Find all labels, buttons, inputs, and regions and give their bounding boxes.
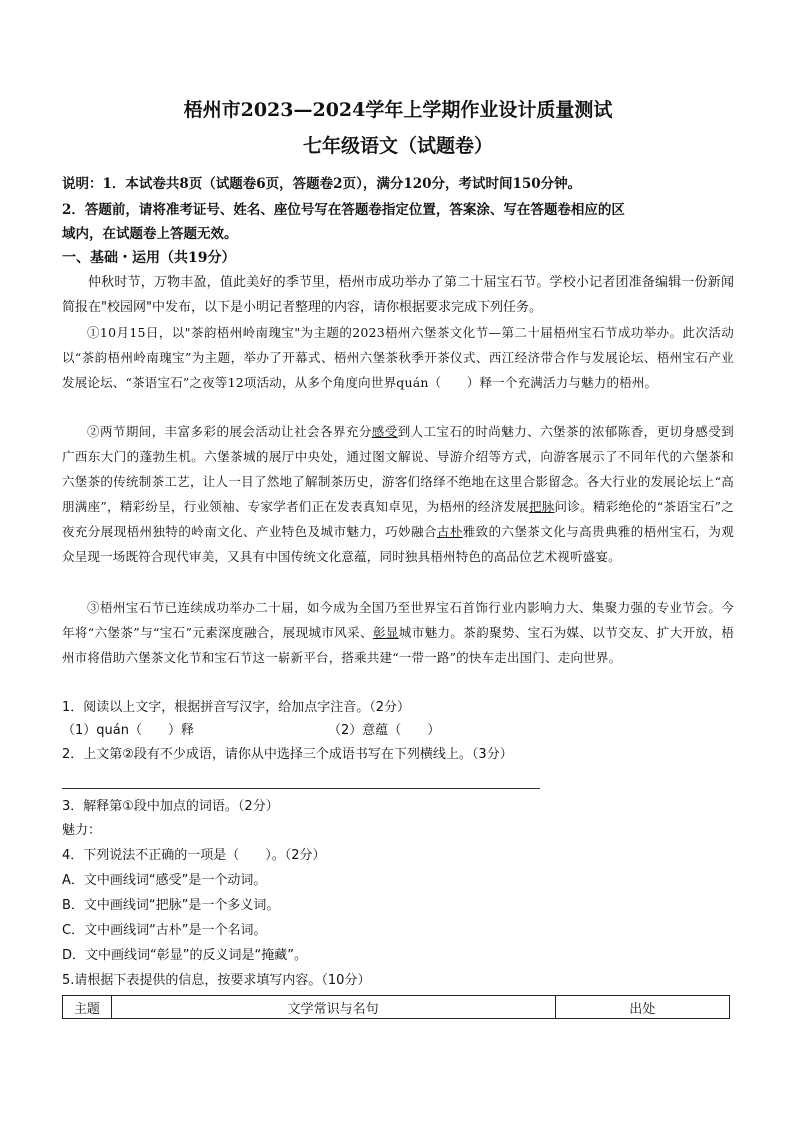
underlined-word-gupu: 古朴 <box>436 524 463 539</box>
answer-line <box>62 788 540 789</box>
exam-title: 梧州市2023—2024学年上学期作业设计质量测试 <box>183 99 613 121</box>
para3-text-a: ③梧州宝石节已连续成功举办二十届，如今成为全国乃至世界宝石首饰行业内影响力大、集聚力强的专业节会。今年将“六堡茶”与“宝石”元素深度融合，展现城市风采、 <box>62 600 734 640</box>
table-header-row <box>63 996 730 1019</box>
passage-paragraph-2 <box>62 419 734 569</box>
exam-subtitle: 七年级语文（试题卷） <box>302 135 493 157</box>
question-2: 2．上文第②段有不少成语，请你从中选择三个成语书写在下列横线上。（3分） <box>62 747 513 762</box>
para2-text-c: 问诊。精彩绝伦的“茶语宝石”之夜充分展现梧州独特的岭南文化、产业特色及城市魅力，巧妙融合 <box>62 499 734 539</box>
question-3-meili: 魅力： <box>62 823 102 838</box>
question-5-table <box>62 995 730 1019</box>
question-5: 5.请根据下表提供的信息，按要求填写内容。（10分） <box>62 973 371 988</box>
question-4-option-c: C．文中画线词“古朴”是一个名词。 <box>62 923 267 938</box>
instructions-line-3: 域内，在试题卷上答题无效。 <box>62 226 238 242</box>
underlined-word-zhangxian: 彰显 <box>372 625 399 640</box>
underlined-word-bamai: 把脉 <box>528 499 555 514</box>
para2-text-b: 到人工宝石的时尚魅力、六堡茶的浓郁陈香，更切身感受到广西东大门的蓬勃生机。六堡茶城的展厅中央处，通过图文解说、导游介绍等方式，向游客展示了不同年代的六堡茶和六堡茶的传统制茶工艺，让人一目了然地了解制茶历史，游客们络绎不绝地在这里合影留念。各大行业的发展论坛上“高朋满座”，精彩纷呈，行业领袖、专家学者们正在发表真知卓见，为梧州的经济发展 <box>62 424 735 514</box>
instructions-line-2: 2．答题前，请将准考证号、姓名、座位号写在答题卷指定位置，答案涂、写在答题卷相应的区 <box>62 202 625 218</box>
para3-text-b: 城市魅力。茶韵聚势、宝石为媒、以节交友、扩大开放，梧州市将借助六堡茶文化节和宝石节这一崭新平台，搭乘共建“一带一路”的快车走出国门、走向世界。 <box>62 625 735 665</box>
para2-text-d: 雅致的六堡茶文化与高贵典雅的梧州宝石，为观众呈现一场既符合现代审美，又具有中国传统文化意蕴，同时独具梧州特色的高品位艺术视听盛宴。 <box>62 524 734 564</box>
underlined-word-ganshou: 感受 <box>371 424 398 439</box>
question-4-option-a: A．文中画线词“感受”是一个动词。 <box>62 873 267 888</box>
question-4-option-b: B．文中画线词“把脉”是一个多义词。 <box>62 898 280 913</box>
para2-text-a: ②两节期间，丰富多彩的展会活动让社会各界充分 <box>87 424 372 439</box>
intro-paragraph: 仲秋时节，万物丰盈，值此美好的季节里，梧州市成功举办了第二十届宝石节。学校小记者团准备编辑一份新闻简报在"校园网"中发布，以下是小明记者整理的内容，请你根据要求完成下列任务。 <box>62 275 734 315</box>
table-header-literature: 文学常识与名句 <box>111 996 555 1019</box>
passage-paragraph-3 <box>62 595 734 670</box>
section-heading: 一、基础・运用（共19分） <box>62 250 236 266</box>
question-3: 3．解释第①段中加点的词语。（2分） <box>62 799 279 814</box>
question-1: 1．阅读以上文字，根据拼音写汉字，给加点字注音。（2分） <box>62 700 411 715</box>
instructions-line-1: 说明：1．本试卷共8页（试题卷6页，答题卷2页），满分120分，考试时间150分钟。 <box>62 176 582 192</box>
question-4-option-d: D．文中画线词“彰显”的反义词是“掩藏”。 <box>62 948 307 963</box>
table-header-theme: 主题 <box>63 996 112 1019</box>
question-1-part-1: （1）quán（ ）释 <box>62 723 194 738</box>
passage-paragraph-1: ①10月15日，以"茶韵梧州岭南瑰宝"为主题的2023梧州六堡茶文化节—第二十届梧州宝石节成功举办。此次活动以“茶韵梧州岭南瑰宝”为主题，举办了开幕式、梧州六堡茶秋季开茶仪式、西江经济带合作与发展论坛、梧州宝石产业发展论坛、“茶语宝石”之夜等12项活动，从多个角度向世界quán（ ）释一个充满活力与魅力的梧州。 <box>62 325 734 390</box>
table-header-source: 出处 <box>555 996 730 1019</box>
question-4: 4．下列说法不正确的一项是（ ）。（2分） <box>62 848 326 863</box>
question-1-part-2: （2）意蕴（ ） <box>328 723 441 738</box>
